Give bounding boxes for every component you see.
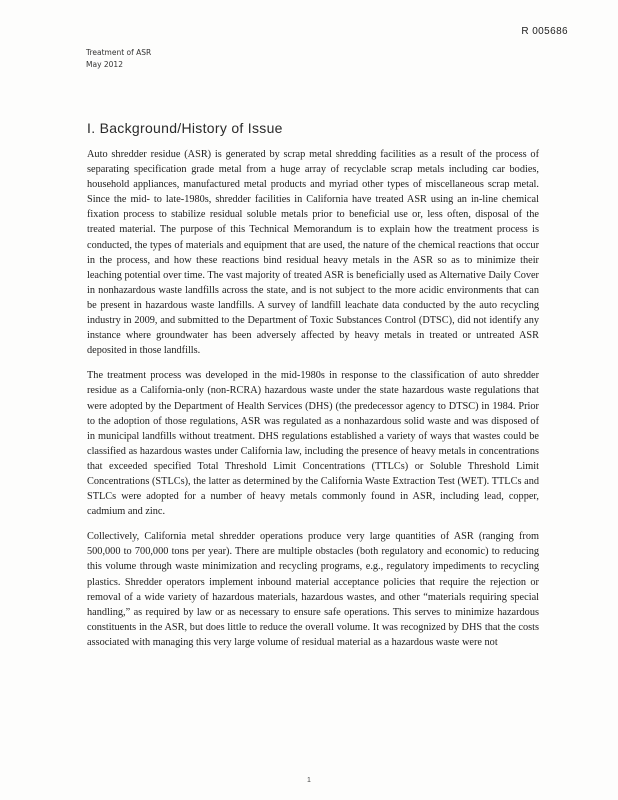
- paragraph-1: Auto shredder residue (ASR) is generated by scrap metal shredding facilities as a result of the process of separating specification grade metal from a huge array of recyclable scrap metals including car bodies, household appliances, manufactured metal products and myriad other types of miscellaneous scrap metal. Since the mid- to late-1980s, shredder facilities in California have treated ASR using an in-line chemical fixation process to stabilize residual soluble metals prior to beneficial use or, less often, disposal of the treated material. The purpose of this Technical Memorandum is to explain how the treatment process is conducted, the types of materials and equipment that are used, the nature of the chemical reactions that occur in the process, and how these reactions bind residual heavy metals in the ASR so as to minimize their leaching potential over time. The vast majority of treated ASR is beneficially used as Alternative Daily Cover in nonhazardous waste landfills across the state, and is not subject to the more acidic environments that can be present in hazardous waste landfills. A survey of landfill leachate data conducted by the auto recycling industry in 2009, and submitted to the Department of Toxic Substances Control (DTSC), did not identify any instance where groundwater has been adversely affected by heavy metals in treated or untreated ASR deposited in those landfills.: [87, 149, 539, 357]
- paragraph-3: Collectively, California metal shredder operations produce very large quantities of ASR (ranging from 500,000 to 700,000 tons per year). There are multiple obstacles (both regulatory and economic) to reducing this volume through waste minimization and recycling programs, e.g., regulatory impediments to recycling plastics. Shredder operators implement inbound material acceptance policies that require the rejection or removal of a wide variety of hazardous materials, hazardous wastes, and other “materials requiring special handling,” as required by law or as necessary to ensure safe operations. This serves to minimize hazardous constituents in the ASR, but does little to reduce the overall volume. It was recognized by DHS that the costs associated with managing this very large volume of residual material as a hazardous waste were not: [87, 531, 539, 648]
- bates-number: R 005686: [521, 26, 568, 37]
- body-text: [87, 147, 539, 660]
- page-number: 1: [307, 777, 311, 784]
- header-date: May 2012: [86, 60, 123, 69]
- running-header: [86, 47, 151, 71]
- header-title: Treatment of ASR: [86, 48, 152, 57]
- paragraph-2: The treatment process was developed in the mid-1980s in response to the classification of auto shredder residue as a California-only (non-RCRA) hazardous waste under the state hazardous waste regulations that were adopted by the Department of Health Services (DHS) (the predecessor agency to DTSC) in 1984. Prior to the adoption of those regulations, ASR was regulated as a nonhazardous solid waste and was disposed of in municipal landfills without treatment. DHS regulations established a variety of ways that wastes could be classified as hazardous wastes under California law, including the presence of heavy metals in concentrations that exceeded specified Total Threshold Limit Concentrations (TTLCs) or Soluble Threshold Limit Concentrations (STLCs), the latter as determined by the California Waste Extraction Test (WET). TTLCs and STLCs were adopted for a number of heavy metals commonly found in ASR, including lead, copper, cadmium and zinc.: [87, 370, 539, 518]
- section-title: I. Background/History of Issue: [87, 120, 283, 136]
